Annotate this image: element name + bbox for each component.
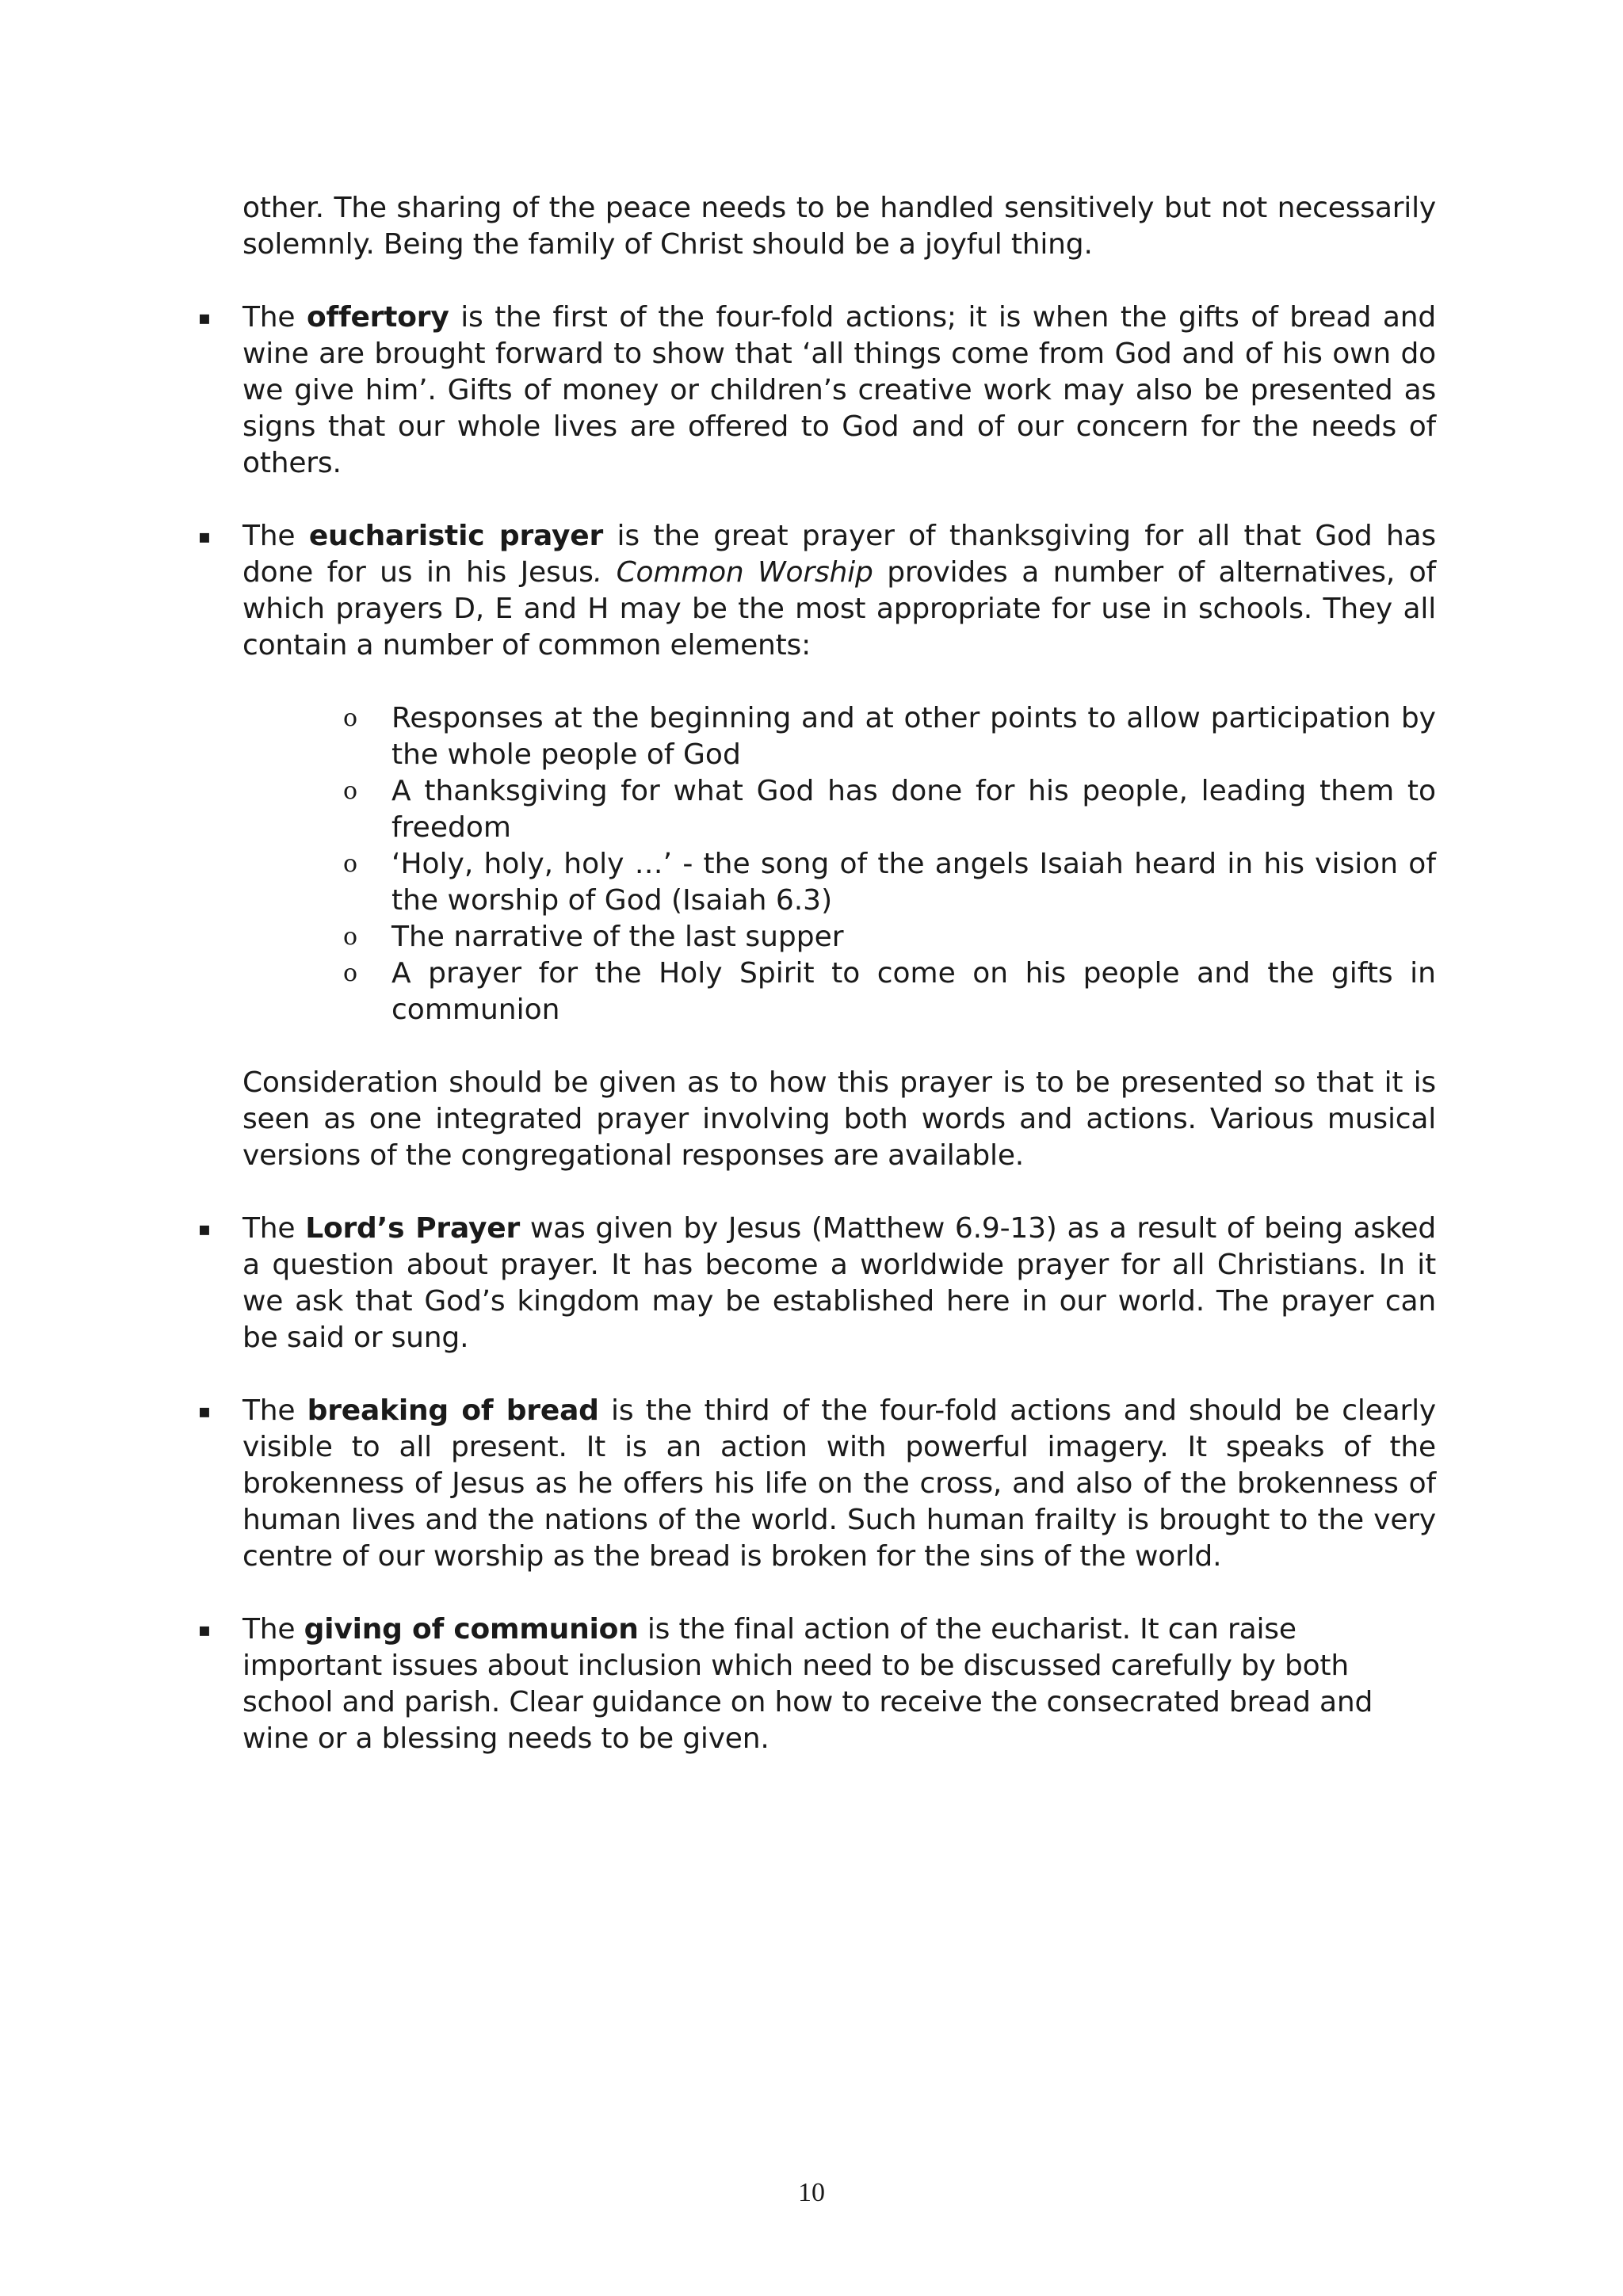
sub-list-item: o The narrative of the last supper <box>391 919 1436 955</box>
square-bullet-icon: ▪ <box>197 1619 212 1641</box>
circle-bullet-icon: o <box>342 923 358 951</box>
consideration-paragraph: Consideration should be given as to how this prayer is to be presented so that it is seen as one integrated prayer involving both words and actions. Various musical versions of the congregational responses are available. <box>242 1066 1436 1172</box>
bullet-paragraph: The giving of communion is the final action of the eucharist. It can raise important issues about inclusion which need to be discussed carefully by both school and parish. Clear guidance on how to receive the consecrated bread and wine or a blessing needs to be given. <box>242 1613 1373 1755</box>
bullet-breaking-of-bread <box>197 1393 1436 1575</box>
bullet-giving-of-communion <box>197 1611 1436 1757</box>
circle-bullet-icon: o <box>342 850 358 878</box>
square-bullet-icon: ▪ <box>197 307 212 329</box>
bullet-paragraph: The offertory is the first of the four-fold actions; it is when the gifts of bread and wine are brought forward to show that ‘all things come from God and of his own do we give him’. Gifts of money or children’s creative work may also be presented as signs that our whole lives are offered to God and of our concern for the needs of others. <box>242 301 1436 479</box>
term-giving-of-communion: giving of communion <box>304 1613 639 1646</box>
bullet-lords-prayer <box>197 1211 1436 1356</box>
sub-list-item: o A thanksgiving for what God has done for his people, leading them to freedom <box>391 773 1436 846</box>
page-body <box>197 190 1436 1757</box>
term-lords-prayer: Lord’s Prayer <box>305 1212 520 1245</box>
page-number: 10 <box>798 2178 825 2207</box>
bullet-paragraph: The Lord’s Prayer was given by Jesus (Matthew 6.9-13) as a result of being asked a question about prayer. It has become a worldwide prayer for all Christians. In it we ask that God’s kingdom may be established here in our world. The prayer can be said or sung. <box>242 1212 1436 1354</box>
bullet-offertory <box>197 299 1436 482</box>
bullet-paragraph: The breaking of bread is the third of the four-fold actions and should be clearly visible to all present. It is an action with powerful imagery. It speaks of the brokenness of Jesus as he offers his life on the cross, and also of the brokenness of human lives and the nations of the world. Such human frailty is brought to the very centre of our worship as the bread is broken for the sins of the world. <box>242 1394 1436 1573</box>
term-breaking-of-bread: breaking of bread <box>307 1394 599 1427</box>
circle-bullet-icon: o <box>342 704 358 732</box>
square-bullet-icon: ▪ <box>197 1400 212 1422</box>
sub-list-item: o Responses at the beginning and at other points to allow participation by the whole people of God <box>391 700 1436 773</box>
sub-list-item: o A prayer for the Holy Spirit to come on his people and the gifts in communion <box>391 955 1436 1028</box>
square-bullet-icon: ▪ <box>197 1218 212 1240</box>
intro-paragraph: other. The sharing of the peace needs to be handled sensitively but not necessarily solemnly. Being the family of Christ should be a joyful thing. <box>242 192 1436 261</box>
circle-bullet-icon: o <box>342 777 358 805</box>
bullet-paragraph: The eucharistic prayer is the great prayer of thanksgiving for all that God has done for us in his Jesus. Common Worship provides a number of alternatives, of which prayers D, E and H may be the most appropriate for use in schools. They all contain a number of common elements: <box>242 520 1436 662</box>
sub-list-item: o ‘Holy, holy, holy …’ - the song of the angels Isaiah heard in his vision of the worship of God (Isaiah 6.3) <box>391 846 1436 919</box>
square-bullet-icon: ▪ <box>197 525 212 547</box>
circle-bullet-icon: o <box>342 959 358 987</box>
term-offertory: offertory <box>307 301 449 334</box>
book-title-common-worship: . Common Worship <box>593 556 873 589</box>
term-eucharistic-prayer: eucharistic prayer <box>308 520 604 552</box>
bullet-eucharistic-prayer <box>197 518 1436 664</box>
